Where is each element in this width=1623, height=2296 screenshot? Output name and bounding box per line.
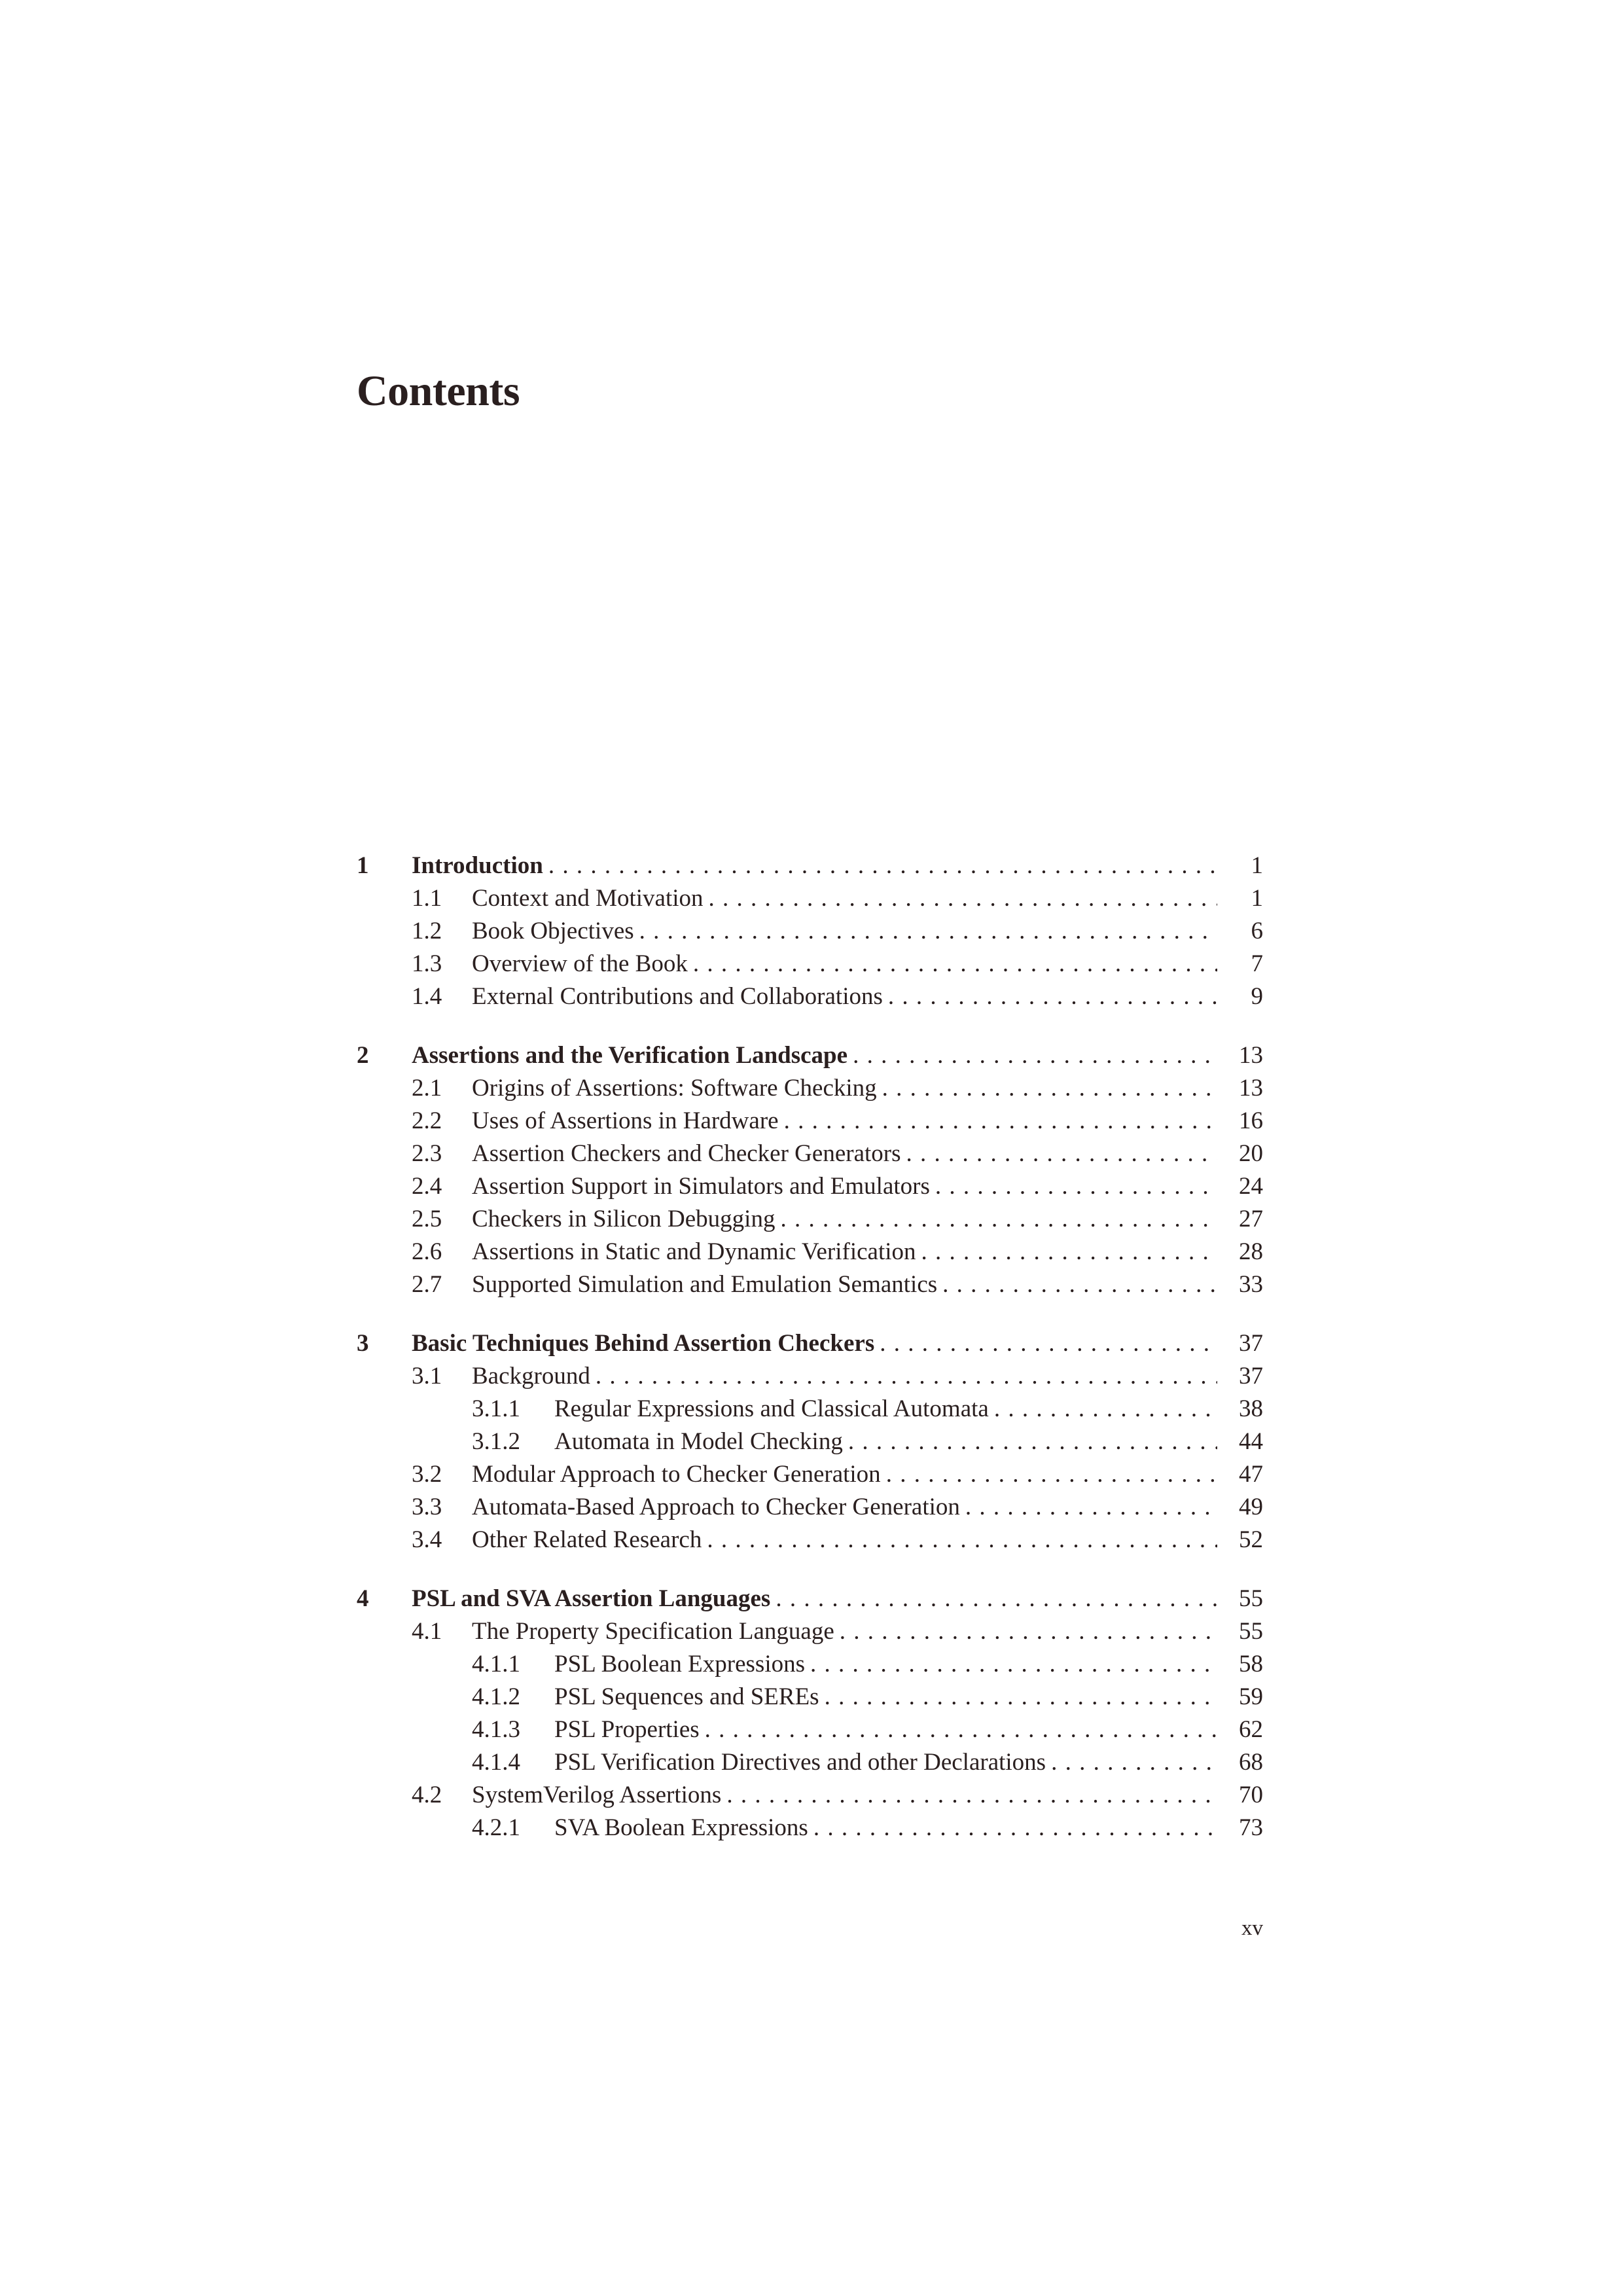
page-number: 13	[1239, 1075, 1263, 1102]
page-number: 37	[1239, 1363, 1263, 1390]
page-number: 38	[1239, 1395, 1263, 1422]
page-number: 1	[1251, 852, 1263, 879]
subsection-title: PSL Boolean Expressions	[554, 1651, 806, 1677]
dot-leader	[906, 1138, 1218, 1170]
toc-chapter	[357, 1583, 1263, 1844]
chapter-number: 1	[357, 852, 369, 879]
subsection-title: PSL Properties	[554, 1716, 700, 1743]
toc-section-entry[interactable]	[357, 1524, 1263, 1556]
table-of-contents	[357, 850, 1263, 1871]
dot-leader	[784, 1105, 1217, 1138]
section-number: 3.4	[412, 1526, 442, 1553]
page-number: 13	[1239, 1042, 1263, 1069]
dot-leader	[840, 1615, 1217, 1648]
toc-section-entry[interactable]	[357, 1138, 1263, 1170]
section-title: Context and Motivation	[472, 885, 704, 912]
page-number: 16	[1239, 1107, 1263, 1134]
section-number: 2.7	[412, 1271, 442, 1298]
page-number: 58	[1239, 1651, 1263, 1677]
dot-leader	[548, 850, 1217, 882]
chapter-number: 3	[357, 1330, 369, 1357]
dot-leader	[810, 1648, 1217, 1681]
page-number: 49	[1239, 1494, 1263, 1520]
dot-leader	[776, 1583, 1217, 1615]
subsection-title: PSL Verification Directives and other Declarations	[554, 1749, 1046, 1776]
section-number: 1.4	[412, 983, 442, 1010]
subsection-title: SVA Boolean Expressions	[554, 1814, 808, 1841]
dot-leader	[596, 1360, 1217, 1393]
dot-leader	[1051, 1746, 1217, 1779]
dot-leader	[965, 1491, 1217, 1524]
page-number: 28	[1239, 1238, 1263, 1265]
page-number: 44	[1239, 1428, 1263, 1455]
dot-leader	[709, 882, 1217, 915]
page-number: 47	[1239, 1461, 1263, 1488]
chapter-title: Introduction	[412, 852, 543, 879]
toc-chapter-entry[interactable]	[357, 850, 1263, 882]
dot-leader	[707, 1524, 1217, 1556]
section-number: 2.2	[412, 1107, 442, 1134]
section-number: 3.1	[412, 1363, 442, 1390]
dot-leader	[880, 1327, 1217, 1360]
subsection-title: PSL Sequences and SEREs	[554, 1683, 819, 1710]
page-number: 68	[1239, 1749, 1263, 1776]
section-number: 2.5	[412, 1206, 442, 1232]
dot-leader	[994, 1393, 1217, 1426]
section-title: Origins of Assertions: Software Checking	[472, 1075, 877, 1102]
dot-leader	[848, 1426, 1217, 1458]
section-title: Assertion Support in Simulators and Emulators	[472, 1173, 930, 1200]
section-title: Uses of Assertions in Hardware	[472, 1107, 779, 1134]
page-number: 27	[1239, 1206, 1263, 1232]
dot-leader	[886, 1458, 1217, 1491]
page-number: 7	[1251, 950, 1263, 977]
page-number: 52	[1239, 1526, 1263, 1553]
chapter-title: Assertions and the Verification Landscape	[412, 1042, 848, 1069]
toc-chapter-entry[interactable]	[357, 1327, 1263, 1360]
toc-section-entry[interactable]	[357, 1491, 1263, 1524]
subsection-title: Regular Expressions and Classical Automata	[554, 1395, 989, 1422]
toc-chapter-entry[interactable]	[357, 1039, 1263, 1072]
chapter-title: PSL and SVA Assertion Languages	[412, 1585, 771, 1612]
chapter-number: 2	[357, 1042, 369, 1069]
page-number: 55	[1239, 1585, 1263, 1612]
subsection-number: 3.1.2	[472, 1428, 520, 1455]
toc-section-entry[interactable]	[357, 1360, 1263, 1393]
section-number: 1.3	[412, 950, 442, 977]
section-title: Supported Simulation and Emulation Semantics	[472, 1271, 938, 1298]
toc-section-entry[interactable]	[357, 915, 1263, 948]
dot-leader	[705, 1713, 1217, 1746]
section-title: Modular Approach to Checker Generation	[472, 1461, 881, 1488]
page-number: 24	[1239, 1173, 1263, 1200]
section-title: Overview of the Book	[472, 950, 688, 977]
toc-section-entry[interactable]	[357, 1615, 1263, 1648]
section-title: Book Objectives	[472, 918, 634, 944]
toc-chapter-entry[interactable]	[357, 1583, 1263, 1615]
subsection-number: 4.1.3	[472, 1716, 520, 1743]
toc-subsection-entry[interactable]	[357, 1681, 1263, 1713]
page-number: 73	[1239, 1814, 1263, 1841]
page-number: 20	[1239, 1140, 1263, 1167]
subsection-number: 3.1.1	[472, 1395, 520, 1422]
section-title: Background	[472, 1363, 590, 1390]
page-number: 37	[1239, 1330, 1263, 1357]
toc-section-entry[interactable]	[357, 980, 1263, 1013]
toc-section-entry[interactable]	[357, 1268, 1263, 1301]
page-folio: xv	[1241, 1916, 1263, 1940]
toc-chapter	[357, 850, 1263, 1013]
section-number: 3.3	[412, 1494, 442, 1520]
section-number: 2.1	[412, 1075, 442, 1102]
page-number: 9	[1251, 983, 1263, 1010]
toc-chapter	[357, 1327, 1263, 1556]
subsection-number: 4.1.1	[472, 1651, 520, 1677]
subsection-number: 4.1.4	[472, 1749, 520, 1776]
toc-section-entry[interactable]	[357, 1458, 1263, 1491]
page-number: 59	[1239, 1683, 1263, 1710]
section-number: 1.2	[412, 918, 442, 944]
dot-leader	[726, 1779, 1217, 1812]
section-title: Other Related Research	[472, 1526, 702, 1553]
subsection-title: Automata in Model Checking	[554, 1428, 843, 1455]
dot-leader	[921, 1236, 1217, 1268]
dot-leader	[853, 1039, 1217, 1072]
toc-section-entry[interactable]	[357, 1105, 1263, 1138]
section-title: The Property Specification Language	[472, 1618, 834, 1645]
section-number: 1.1	[412, 885, 442, 912]
section-title: SystemVerilog Assertions	[472, 1782, 722, 1808]
dot-leader	[813, 1812, 1217, 1844]
dot-leader	[693, 948, 1217, 980]
section-number: 3.2	[412, 1461, 442, 1488]
toc-subsection-entry[interactable]	[357, 1713, 1263, 1746]
toc-section-entry[interactable]	[357, 1203, 1263, 1236]
toc-section-entry[interactable]	[357, 948, 1263, 980]
section-title: External Contributions and Collaborations	[472, 983, 883, 1010]
page-number: 55	[1239, 1618, 1263, 1645]
page-number: 70	[1239, 1782, 1263, 1808]
toc-section-entry[interactable]	[357, 1236, 1263, 1268]
dot-leader	[825, 1681, 1217, 1713]
chapter-title: Basic Techniques Behind Assertion Checkers	[412, 1330, 875, 1357]
section-title: Assertions in Static and Dynamic Verification	[472, 1238, 916, 1265]
section-number: 4.1	[412, 1618, 442, 1645]
section-number: 2.3	[412, 1140, 442, 1167]
section-title: Assertion Checkers and Checker Generators	[472, 1140, 901, 1167]
section-number: 2.6	[412, 1238, 442, 1265]
chapter-number: 4	[357, 1585, 369, 1612]
subsection-number: 4.2.1	[472, 1814, 520, 1841]
page-number: 1	[1251, 885, 1263, 912]
section-title: Checkers in Silicon Debugging	[472, 1206, 776, 1232]
section-number: 4.2	[412, 1782, 442, 1808]
toc-subsection-entry[interactable]	[357, 1648, 1263, 1681]
section-title: Automata-Based Approach to Checker Generation	[472, 1494, 960, 1520]
dot-leader	[639, 915, 1217, 948]
toc-subsection-entry[interactable]	[357, 1393, 1263, 1426]
section-number: 2.4	[412, 1173, 442, 1200]
dot-leader	[935, 1170, 1217, 1203]
subsection-number: 4.1.2	[472, 1683, 520, 1710]
dot-leader	[780, 1203, 1217, 1236]
toc-subsection-entry[interactable]	[357, 1426, 1263, 1458]
page-title: Contents	[357, 367, 520, 415]
page-number: 6	[1251, 918, 1263, 944]
toc-subsection-entry[interactable]	[357, 1746, 1263, 1779]
dot-leader	[882, 1072, 1217, 1105]
toc-subsection-entry[interactable]	[357, 1812, 1263, 1844]
toc-chapter	[357, 1039, 1263, 1301]
page-number: 33	[1239, 1271, 1263, 1298]
toc-section-entry[interactable]	[357, 1072, 1263, 1105]
dot-leader	[888, 980, 1217, 1013]
toc-section-entry[interactable]	[357, 882, 1263, 915]
dot-leader	[942, 1268, 1217, 1301]
page-number: 62	[1239, 1716, 1263, 1743]
toc-section-entry[interactable]	[357, 1779, 1263, 1812]
toc-section-entry[interactable]	[357, 1170, 1263, 1203]
